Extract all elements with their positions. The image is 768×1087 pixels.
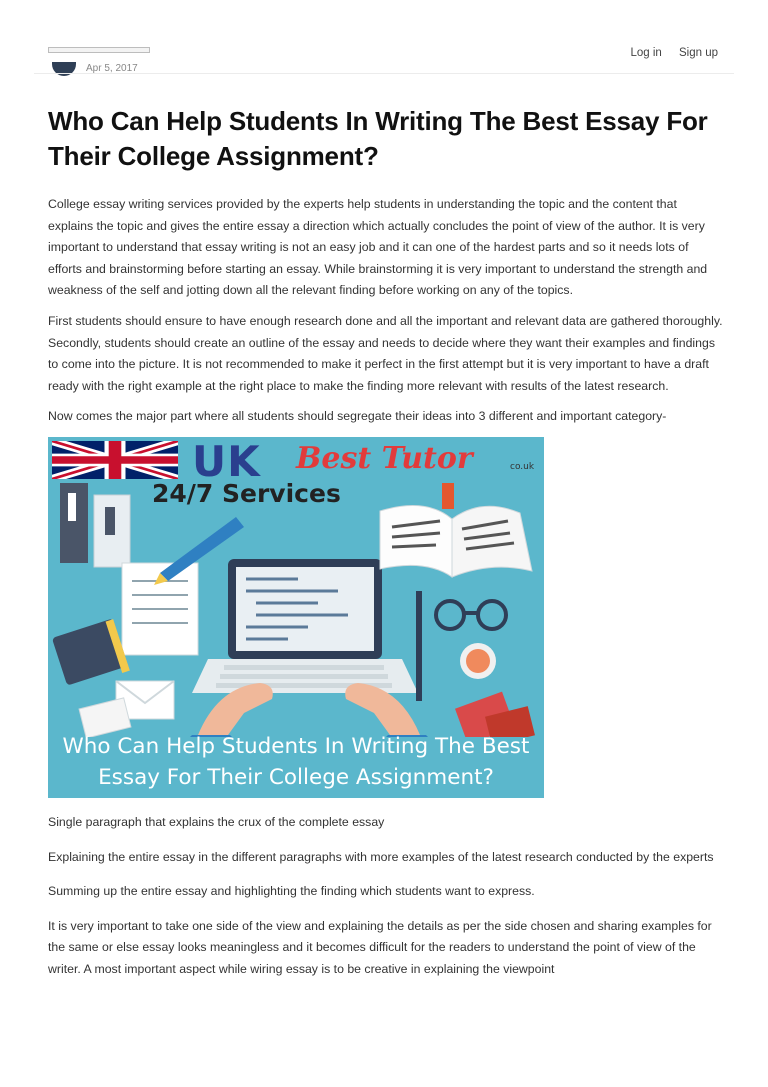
auth-links <box>616 47 718 59</box>
image-caption-line2: Essay For Their College Assignment? <box>98 764 494 790</box>
top-nav <box>0 0 768 74</box>
site-logo[interactable] <box>48 47 150 53</box>
paragraph: College essay writing services provided by the experts help students in understanding the topic and the content that explains the topic and gives the entire essay a direction which actually concludes the point of view of the author. It is very important to understand that essay writing is not an easy job and it can one of the hardest parts and so it needs lots of efforts and brainstorming before starting an essay. While brainstorming it is very important to understand the strength and weakness of the self and jotting down all the relevant finding before working on any of the topics. <box>48 197 708 298</box>
publish-date: Apr 5, 2017 <box>86 63 138 73</box>
article-image <box>48 437 544 798</box>
paragraph: First students should ensure to have enough research done and all the important and relevant data are gathered thoroughly. Secondly, students should create an outline of the essay and needs to decide where they want their examples and findings to come into the picture. It is not recommended to make it perfect in the first attempt but it is very important to have a draft ready with the right example at the right place to make the finding more relevant with results of the latest research. <box>48 313 723 393</box>
paragraph: Explaining the entire essay in the different paragraphs with more examples of the latest research conducted by the experts <box>48 849 714 864</box>
image-caption-line1: Who Can Help Students In Writing The Best <box>62 733 530 759</box>
study-illustration <box>48 477 544 737</box>
paragraph: Now comes the major part where all students should segregate their ideas into 3 different and important category- <box>48 409 667 424</box>
article-title: Who Can Help Students In Writing The Best Essay For Their College Assignment? <box>48 106 708 171</box>
paragraph: Single paragraph that explains the crux of the complete essay <box>48 814 385 829</box>
paragraph: It is very important to take one side of the view and explaining the details as per the side chosen and sharing examples for the same or else essay looks meaningless and it becomes difficult for the readers to understand the point of view of the writer. A most important aspect while wiring essay is to be creative in explaining the viewpoint <box>48 918 712 976</box>
services-heading: 24/7 Services <box>152 478 341 508</box>
brand-name: Best Tutor <box>296 440 473 476</box>
brand-uk: UK <box>192 436 261 486</box>
header-divider <box>34 73 734 74</box>
paragraph: Summing up the entire essay and highlighting the finding which students want to express. <box>48 884 535 899</box>
signup-link[interactable]: Sign up <box>678 47 718 59</box>
article-body <box>48 104 723 990</box>
uk-flag-icon <box>52 441 178 479</box>
brand-suffix: co.uk <box>510 461 535 472</box>
login-link[interactable]: Log in <box>630 47 662 59</box>
